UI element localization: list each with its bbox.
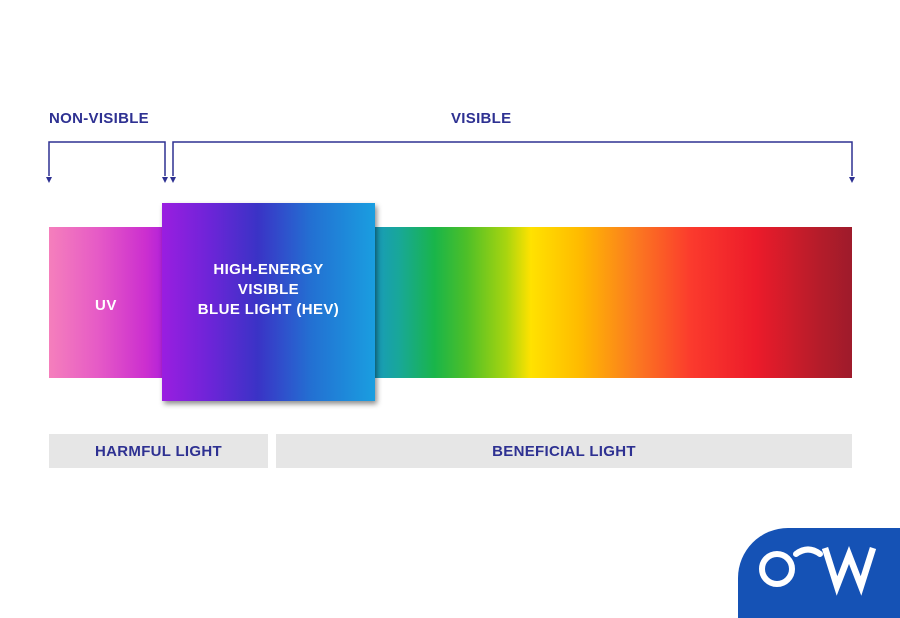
hev-label-line-3: BLUE LIGHT (HEV) bbox=[197, 300, 340, 318]
harmful-light-label: HARMFUL LIGHT bbox=[49, 434, 268, 468]
hev-label-line-2: VISIBLE bbox=[237, 280, 300, 298]
ow-logo-icon bbox=[738, 528, 900, 600]
visible-bracket bbox=[173, 142, 852, 176]
uv-label: UV bbox=[95, 297, 117, 314]
beneficial-light-label: BENEFICIAL LIGHT bbox=[276, 434, 852, 468]
hev-label-line-1: HIGH-ENERGY bbox=[213, 260, 324, 278]
visible-label: VISIBLE bbox=[451, 110, 512, 127]
hev-blue-light-box bbox=[162, 203, 375, 401]
arrow-down-icon bbox=[170, 177, 176, 183]
range-brackets bbox=[0, 0, 900, 200]
non-visible-bracket bbox=[49, 142, 165, 176]
arrow-down-icon bbox=[46, 177, 52, 183]
ow-logo bbox=[738, 528, 900, 618]
non-visible-label: NON-VISIBLE bbox=[49, 110, 149, 127]
arrow-down-icon bbox=[849, 177, 855, 183]
arrow-down-icon bbox=[162, 177, 168, 183]
